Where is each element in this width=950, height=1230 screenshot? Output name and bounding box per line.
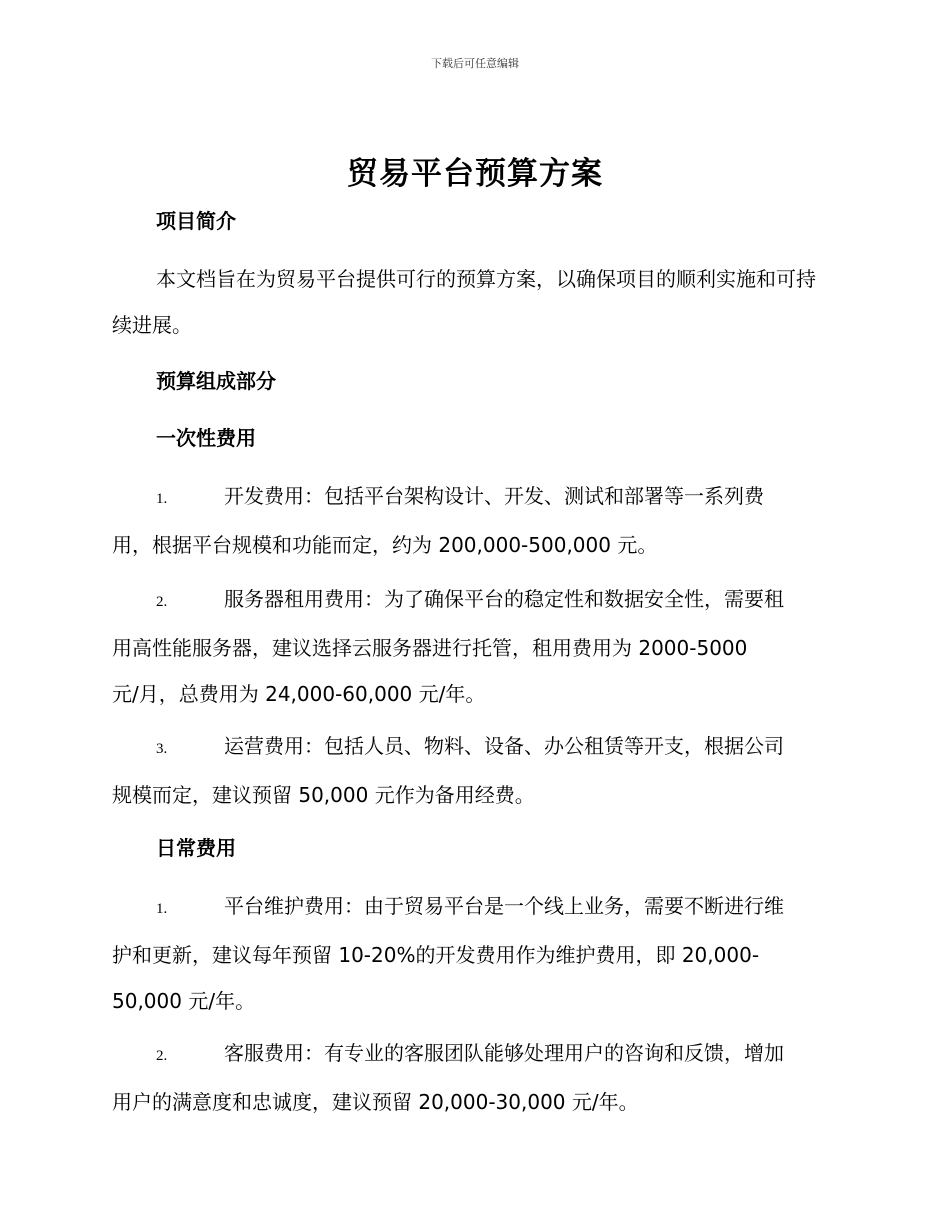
intro-paragraph: 本文档旨在为贸易平台提供可行的预算方案，以确保项目的顺利实施和可持续进展。 (112, 267, 816, 337)
list-item-line (112, 883, 834, 932)
list-item-line (112, 576, 834, 625)
list-item-line: 用，根据平台规模和功能而定，约为 200,000-500,000 元。 (112, 533, 658, 557)
subsection-heading-daily: 日常费用 (156, 836, 236, 860)
list-item-text: 平台维护费用：由于贸易平台是一个线上业务，需要不断进行维 (224, 894, 784, 918)
list-item-number: 3. (156, 741, 168, 757)
section-heading-budget: 预算组成部分 (156, 369, 276, 393)
list-item-line (112, 1030, 834, 1079)
list-item-line (112, 723, 834, 772)
list-item-line: 用户的满意度和忠诚度，建议预留 20,000-30,000 元/年。 (112, 1090, 639, 1114)
list-item-number: 1. (156, 491, 168, 507)
document-title: 贸易平台预算方案 (347, 156, 603, 192)
list-item-number: 1. (156, 901, 168, 917)
header-note: 下载后可任意编辑 (431, 57, 519, 70)
list-item (112, 883, 834, 1024)
list-item-number: 2. (156, 1048, 168, 1064)
list-item (112, 576, 834, 717)
list-item-text: 客服费用：有专业的客服团队能够处理用户的咨询和反馈，增加 (224, 1041, 784, 1065)
list-item-number: 2. (156, 594, 168, 610)
list-item-text: 运营费用：包括人员、物料、设备、办公租赁等开支，根据公司 (224, 734, 784, 758)
list-item-line: 元/月，总费用为 24,000-60,000 元/年。 (112, 682, 486, 706)
list-item-line: 护和更新，建议每年预留 10-20%的开发费用作为维护费用，即 20,000- (112, 943, 760, 967)
list-item-line: 规模而定，建议预留 50,000 元作为备用经费。 (112, 783, 535, 807)
section-heading-intro: 项目简介 (156, 209, 236, 233)
list-item (112, 723, 834, 818)
subsection-heading-one-time: 一次性费用 (156, 426, 256, 450)
list-item-line (112, 473, 834, 522)
list-item-text: 开发费用：包括平台架构设计、开发、测试和部署等一系列费 (224, 484, 764, 508)
list-item-text: 服务器租用费用：为了确保平台的稳定性和数据安全性，需要租 (224, 587, 784, 611)
list-item (112, 1030, 834, 1125)
list-item-line: 50,000 元/年。 (112, 989, 256, 1013)
list-item-line: 用高性能服务器，建议选择云服务器进行托管，租用费用为 2000-5000 (112, 636, 748, 660)
list-item (112, 473, 834, 568)
